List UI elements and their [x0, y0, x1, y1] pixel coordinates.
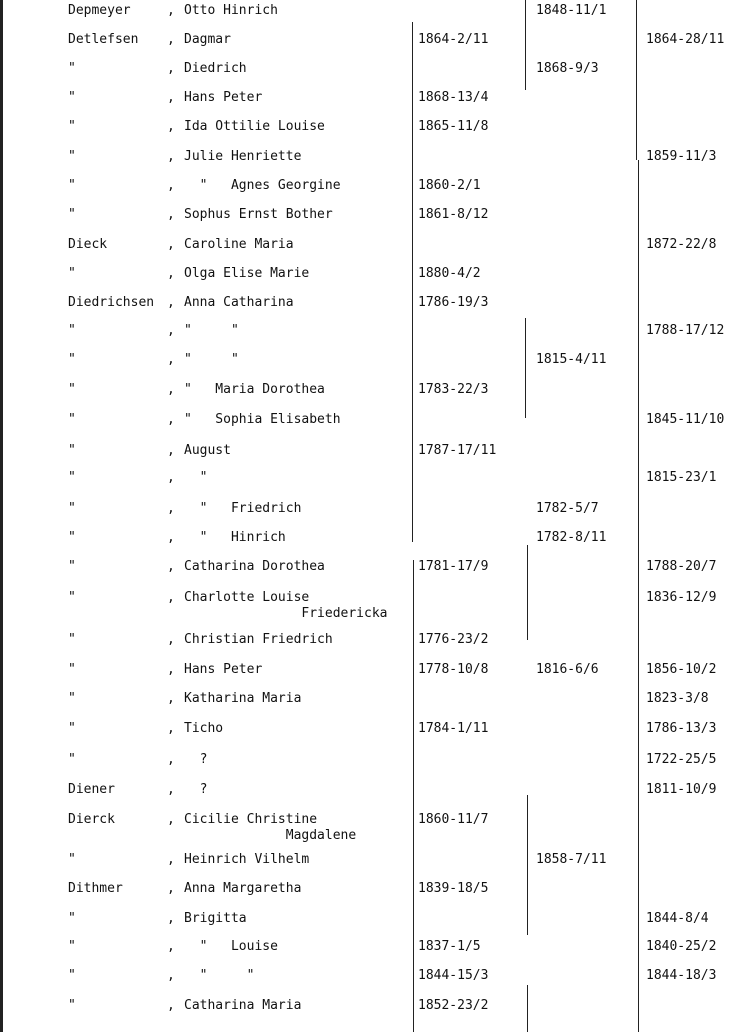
row-comma: , [167, 998, 175, 1013]
row-surname: " [68, 752, 76, 767]
row-surname: " [68, 61, 76, 76]
register-row [0, 662, 750, 684]
row-comma: , [167, 721, 175, 736]
register-row [0, 295, 750, 317]
row-comma: , [167, 968, 175, 983]
row-comma: , [167, 559, 175, 574]
row-surname: " [68, 149, 76, 164]
row-surname: " [68, 412, 76, 427]
register-row [0, 149, 750, 171]
row-surname: " [68, 559, 76, 574]
row-surname: " [68, 590, 76, 605]
row-comma: , [167, 782, 175, 797]
register-row [0, 443, 750, 465]
row-surname: " [68, 911, 76, 926]
row-comma: , [167, 530, 175, 545]
row-surname: " [68, 530, 76, 545]
row-given: " " [184, 323, 239, 338]
row-d3: 1823-3/8 [646, 691, 709, 706]
row-given: Ida Ottilie Louise [184, 119, 325, 134]
row-comma: , [167, 266, 175, 281]
row-given: Charlotte Louise Friedericka [184, 590, 388, 621]
row-d2: 1868-9/3 [536, 61, 599, 76]
row-comma: , [167, 691, 175, 706]
register-row [0, 207, 750, 229]
register-row [0, 881, 750, 903]
row-comma: , [167, 178, 175, 193]
row-surname: " [68, 266, 76, 281]
row-surname: " [68, 721, 76, 736]
register-row [0, 501, 750, 523]
row-given: Catharina Dorothea [184, 559, 325, 574]
register-row [0, 352, 750, 374]
row-d3: 1859-11/3 [646, 149, 717, 164]
row-given: Anna Margaretha [184, 881, 302, 896]
row-d2: 1858-7/11 [536, 852, 607, 867]
row-surname: Depmeyer [68, 3, 131, 18]
row-d3: 1788-20/7 [646, 559, 717, 574]
row-given: ? [184, 752, 208, 767]
row-given: Hans Peter [184, 662, 263, 677]
row-d3: 1836-12/9 [646, 590, 717, 605]
register-row [0, 32, 750, 54]
register-row [0, 178, 750, 200]
row-d1: 1861-8/12 [418, 207, 489, 222]
row-d1: 1837-1/5 [418, 939, 481, 954]
register-row [0, 939, 750, 961]
row-surname: " [68, 501, 76, 516]
row-comma: , [167, 352, 175, 367]
row-d3: 1856-10/2 [646, 662, 717, 677]
register-row [0, 691, 750, 713]
row-comma: , [167, 149, 175, 164]
row-d3: 1815-23/1 [646, 470, 717, 485]
row-surname: " [68, 207, 76, 222]
register-row [0, 90, 750, 112]
row-given: " Sophia Elisabeth [184, 412, 341, 427]
row-surname: " [68, 90, 76, 105]
row-d3: 1864-28/11 [646, 32, 725, 47]
row-comma: , [167, 61, 175, 76]
register-row [0, 412, 750, 434]
row-comma: , [167, 323, 175, 338]
row-comma: , [167, 237, 175, 252]
row-surname: Dieck [68, 237, 108, 252]
row-given: Cicilie Christine Magdalene [184, 812, 357, 843]
row-comma: , [167, 3, 175, 18]
row-surname: " [68, 998, 76, 1013]
row-d1: 1783-22/3 [418, 382, 489, 397]
row-d1: 1787-17/11 [418, 443, 497, 458]
register-row [0, 530, 750, 552]
row-d1: 1786-19/3 [418, 295, 489, 310]
row-comma: , [167, 295, 175, 310]
row-d1: 1852-23/2 [418, 998, 489, 1013]
row-given: Anna Catharina [184, 295, 294, 310]
register-row [0, 323, 750, 345]
row-d3: 1844-18/3 [646, 968, 717, 983]
row-d1: 1778-10/8 [418, 662, 489, 677]
register-row [0, 968, 750, 990]
row-given: Heinrich Vilhelm [184, 852, 310, 867]
row-given: " Friedrich [184, 501, 302, 516]
register-row [0, 911, 750, 933]
row-comma: , [167, 412, 175, 427]
row-given: Brigitta [184, 911, 247, 926]
register-row [0, 470, 750, 492]
register-row [0, 237, 750, 259]
row-given: Dagmar [184, 32, 231, 47]
register-row [0, 590, 750, 621]
row-comma: , [167, 119, 175, 134]
row-d3: 1811-10/9 [646, 782, 717, 797]
row-d3: 1845-11/10 [646, 412, 725, 427]
row-given: " Maria Dorothea [184, 382, 325, 397]
row-given: " Hinrich [184, 530, 286, 545]
row-surname: " [68, 939, 76, 954]
row-surname: Diener [68, 782, 115, 797]
register-row [0, 998, 750, 1020]
row-given: " Louise [184, 939, 278, 954]
register-row [0, 782, 750, 804]
row-d3: 1844-8/4 [646, 911, 709, 926]
row-given: Otto Hinrich [184, 3, 278, 18]
row-given: " " [184, 352, 239, 367]
row-comma: , [167, 881, 175, 896]
row-comma: , [167, 939, 175, 954]
row-d3: 1840-25/2 [646, 939, 717, 954]
register-row [0, 559, 750, 581]
row-given: Julie Henriette [184, 149, 302, 164]
row-surname: " [68, 119, 76, 134]
row-d1: 1781-17/9 [418, 559, 489, 574]
row-d1: 1860-11/7 [418, 812, 489, 827]
row-given: Katharina Maria [184, 691, 302, 706]
row-surname: " [68, 178, 76, 193]
row-surname: " [68, 968, 76, 983]
row-surname: " [68, 852, 76, 867]
row-d1: 1860-2/1 [418, 178, 481, 193]
row-d3: 1786-13/3 [646, 721, 717, 736]
row-surname: Dierck [68, 812, 115, 827]
row-comma: , [167, 443, 175, 458]
row-comma: , [167, 662, 175, 677]
row-given: Caroline Maria [184, 237, 294, 252]
row-d3: 1872-22/8 [646, 237, 717, 252]
row-d1: 1776-23/2 [418, 632, 489, 647]
row-surname: " [68, 382, 76, 397]
row-given: Catharina Maria [184, 998, 302, 1013]
row-d1: 1868-13/4 [418, 90, 489, 105]
row-surname: " [68, 443, 76, 458]
row-given: Sophus Ernst Bother [184, 207, 333, 222]
row-d1: 1865-11/8 [418, 119, 489, 134]
register-row [0, 61, 750, 83]
row-comma: , [167, 32, 175, 47]
register-row [0, 3, 750, 25]
row-comma: , [167, 501, 175, 516]
register-row [0, 632, 750, 654]
row-given: Olga Elise Marie [184, 266, 310, 281]
row-given: " " [184, 968, 255, 983]
row-comma: , [167, 90, 175, 105]
row-comma: , [167, 911, 175, 926]
row-surname: " [68, 323, 76, 338]
row-comma: , [167, 752, 175, 767]
row-comma: , [167, 470, 175, 485]
row-given: " Agnes Georgine [184, 178, 341, 193]
row-surname: Diedrichsen [68, 295, 155, 310]
register-row [0, 812, 750, 843]
row-comma: , [167, 852, 175, 867]
register-row [0, 752, 750, 774]
row-given: Diedrich [184, 61, 247, 76]
row-d3: 1722-25/5 [646, 752, 717, 767]
register-row [0, 721, 750, 743]
row-d2: 1782-8/11 [536, 530, 607, 545]
row-d2: 1848-11/1 [536, 3, 607, 18]
row-surname: " [68, 470, 76, 485]
row-d1: 1844-15/3 [418, 968, 489, 983]
row-comma: , [167, 812, 175, 827]
row-d2: 1816-6/6 [536, 662, 599, 677]
row-d3: 1788-17/12 [646, 323, 725, 338]
row-given: ? [184, 782, 208, 797]
row-comma: , [167, 382, 175, 397]
row-surname: " [68, 352, 76, 367]
row-comma: , [167, 590, 175, 605]
row-surname: " [68, 662, 76, 677]
row-surname: Dithmer [68, 881, 123, 896]
row-d2: 1815-4/11 [536, 352, 607, 367]
row-surname: " [68, 632, 76, 647]
row-given: Christian Friedrich [184, 632, 333, 647]
register-row [0, 852, 750, 874]
row-comma: , [167, 207, 175, 222]
row-d1: 1864-2/11 [418, 32, 489, 47]
row-surname: Detlefsen [68, 32, 139, 47]
row-given: Ticho [184, 721, 224, 736]
row-d1: 1839-18/5 [418, 881, 489, 896]
row-given: " [184, 470, 208, 485]
row-d1: 1880-4/2 [418, 266, 481, 281]
register-row [0, 382, 750, 404]
row-d1: 1784-1/11 [418, 721, 489, 736]
row-given: August [184, 443, 231, 458]
register-row [0, 266, 750, 288]
row-d2: 1782-5/7 [536, 501, 599, 516]
row-comma: , [167, 632, 175, 647]
register-row [0, 119, 750, 141]
row-surname: " [68, 691, 76, 706]
row-given: Hans Peter [184, 90, 263, 105]
